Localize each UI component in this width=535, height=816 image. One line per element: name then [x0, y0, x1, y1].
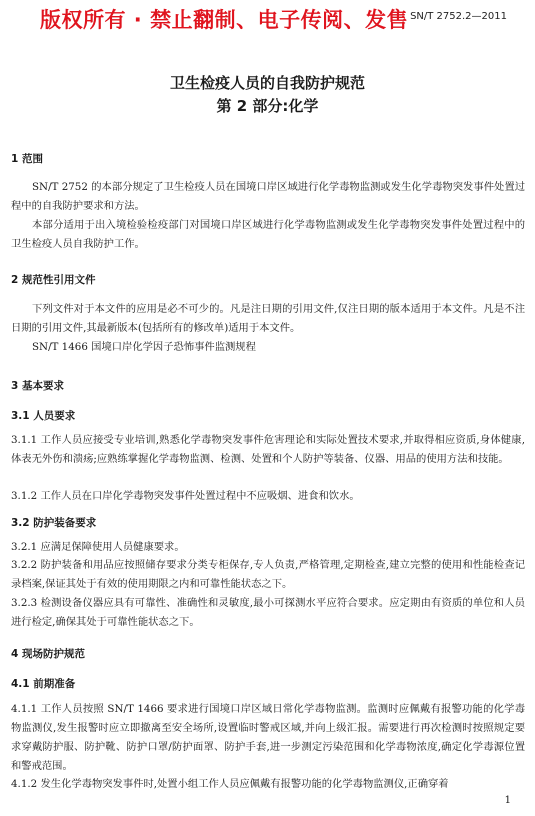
section-3-2-heading: 3.2 防护装备要求: [11, 517, 97, 529]
clause-3-2-3: 3.2.3 检测设备仪器应具有可靠性、准确性和灵敏度,最小可探测水平应符合要求。应定期由有资质的单位和人员进行检定,确保其处于可靠性能状态之下。: [11, 597, 525, 628]
section-4-heading: 4 现场防护规范: [11, 648, 85, 660]
section-1-paragraph-1: SN/T 2752 的本部分规定了卫生检疫人员在国境口岸区域进行化学毒物监测或发生化学毒物突发事件处置过程中的自我防护要求和方法。: [11, 181, 525, 212]
clause-4-1-1: 4.1.1 工作人员按照 SN/T 1466 要求进行国境口岸区域日常化学毒物监测。监测时应佩戴有报警功能的化学毒物监测仪,发生报警时应立即撤离至安全场所,设置临时警戒区域,并向上级汇报。需要进行再次检测时按照规定要求穿戴防护服、防护靴、防护口罩/防护面罩、防护手套,进一步测定污染范围和化学毒物浓度,确定化学毒源位置和警戒范围。: [11, 703, 525, 772]
section-1-heading: 1 范围: [11, 153, 43, 165]
clause-3-2-2: 3.2.2 防护装备和用品应按照储存要求分类专柜保存,专人负责,严格管理,定期检查,建立完整的使用和性能检查记录档案,保证其处于有效的使用期限之内和可靠性能状态之下。: [11, 559, 525, 590]
clause-3-1-1: 3.1.1 工作人员应接受专业培训,熟悉化学毒物突发事件危害理论和实际处置技术要求,并取得相应资质,身体健康,体表无外伤和溃疡;应熟练掌握化学毒物监测、检测、处置和个人防护等装备、仪器、用品的使用方法和技能。: [11, 434, 525, 465]
clause-3-1-2: 3.1.2 工作人员在口岸化学毒物突发事件处置过程中不应吸烟、进食和饮水。: [11, 490, 360, 502]
section-3-1-heading: 3.1 人员要求: [11, 410, 76, 422]
copyright-watermark: 版权所有 · 禁止翻制、电子传阅、发售: [40, 8, 409, 32]
section-3-heading: 3 基本要求: [11, 380, 64, 392]
page-number: 1: [504, 795, 511, 806]
clause-4-1-2: 4.1.2 发生化学毒物突发事件时,处置小组工作人员应佩戴有报警功能的化学毒物监测仪,正确穿着: [11, 778, 449, 790]
section-2-reference: SN/T 1466 国境口岸化学因子恐怖事件监测规程: [32, 341, 256, 353]
section-2-paragraph-1: 下列文件对于本文件的应用是必不可少的。凡是注日期的引用文件,仅注日期的版本适用于本文件。凡是不注日期的引用文件,其最新版本(包括所有的修改单)适用于本文件。: [11, 303, 525, 334]
document-title: 卫生检疫人员的自我防护规范: [169, 74, 365, 92]
standard-number: SN/T 2752.2—2011: [410, 11, 507, 22]
clause-3-2-1: 3.2.1 应满足保障使用人员健康要求。: [11, 541, 185, 553]
section-1-paragraph-2: 本部分适用于出入境检验检疫部门对国境口岸区域进行化学毒物监测或发生化学毒物突发事件处置过程中的卫生检疫人员自我防护工作。: [11, 219, 525, 250]
section-2-heading: 2 规范性引用文件: [11, 274, 96, 286]
document-subtitle: 第 2 部分:化学: [216, 97, 319, 115]
section-4-1-heading: 4.1 前期准备: [11, 678, 76, 690]
